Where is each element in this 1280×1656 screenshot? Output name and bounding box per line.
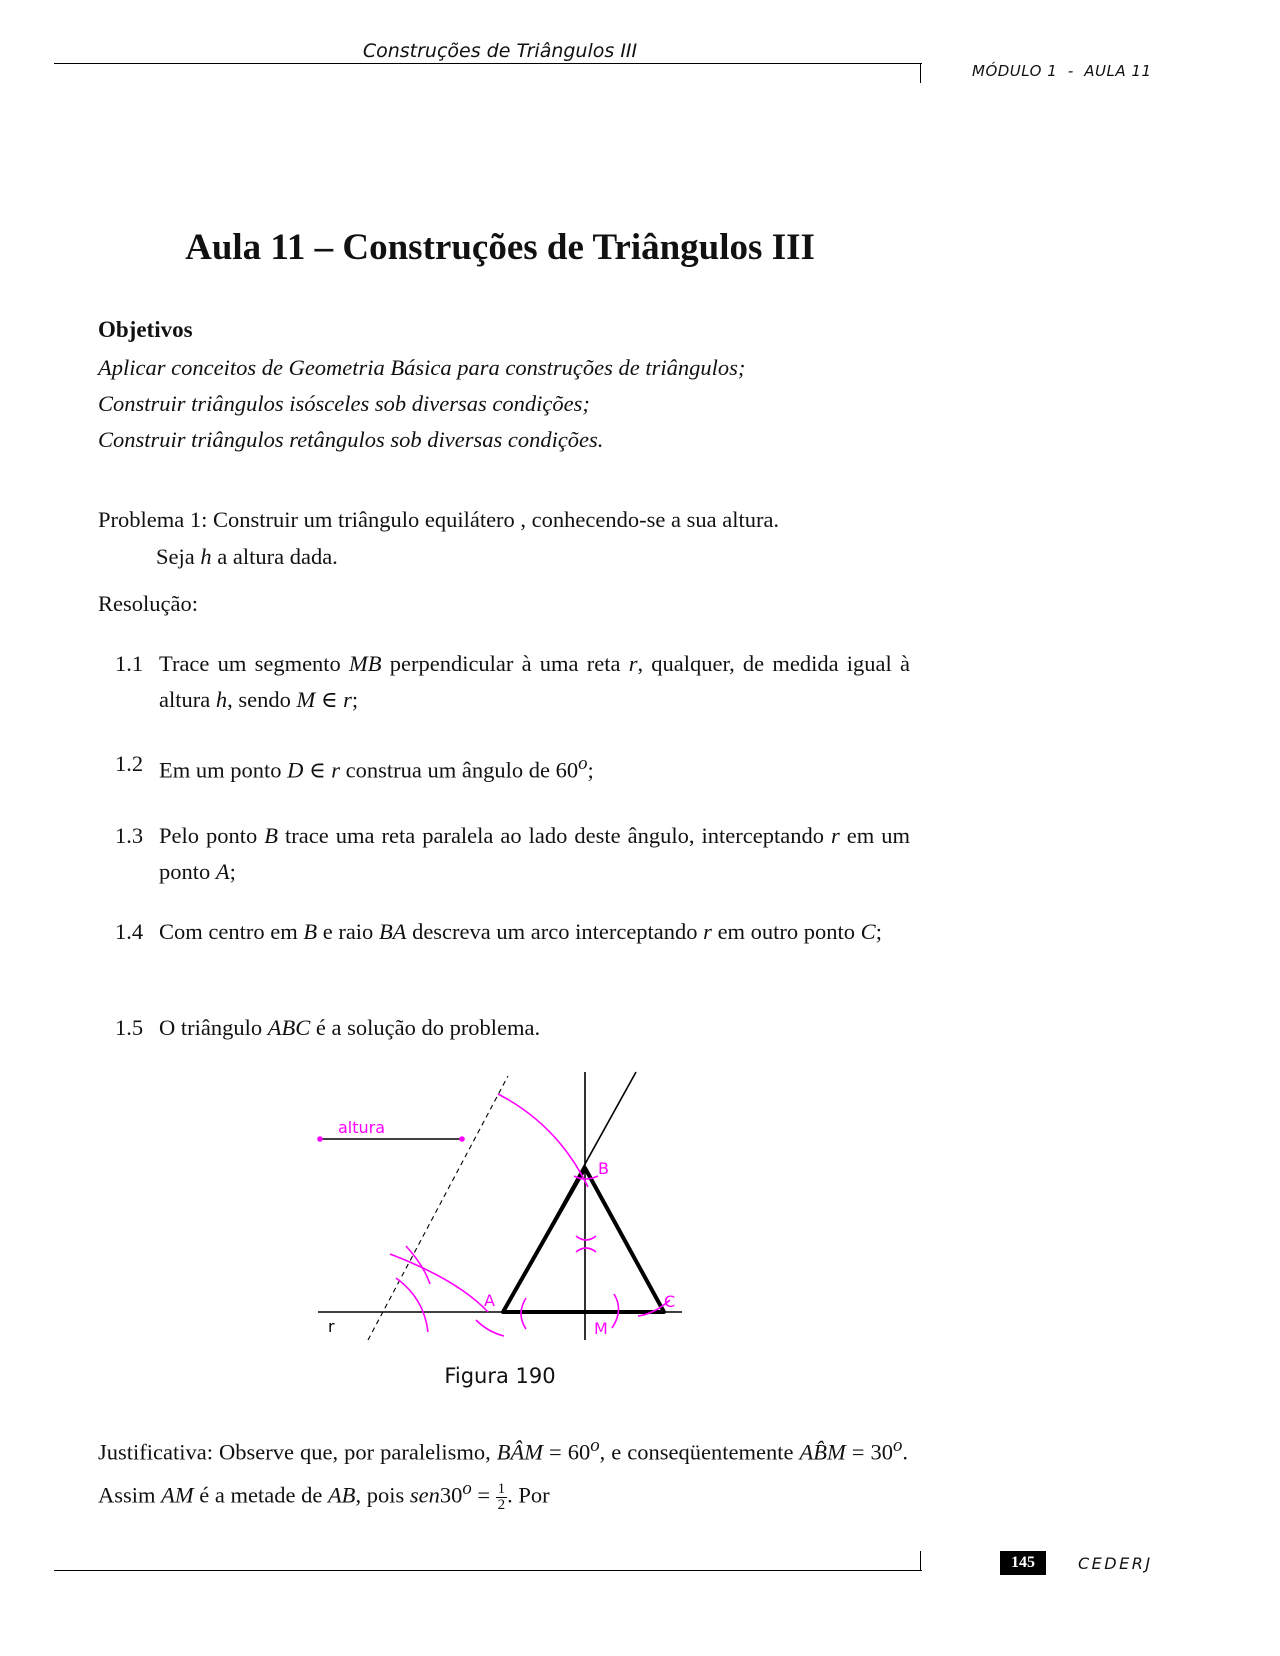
page-number-badge: 145	[1000, 1551, 1046, 1575]
arc-b	[390, 1254, 488, 1312]
objective-item: Construir triângulos retângulos sob diversas condições.	[98, 427, 604, 452]
step-number: 1.2	[115, 751, 144, 776]
step-number: 1.3	[115, 823, 144, 848]
step-number: 1.1	[115, 651, 144, 676]
label-altura: altura	[338, 1118, 386, 1137]
step-1-5: 1.5 O triângulo ABC é a solução do problema.	[115, 1010, 910, 1046]
arc-k	[576, 1248, 596, 1252]
objective-item: Aplicar conceitos de Geometria Básica para construções de triângulos;	[98, 355, 746, 380]
step-1-4: 1.4 Com centro em B e raio BA descreva um arco interceptando r em outro ponto C;	[115, 914, 910, 950]
problem-statement: Problema 1: Construir um triângulo equilátero , conhecendo-se a sua altura.	[98, 507, 780, 532]
label-a: A	[484, 1291, 495, 1310]
arc-g	[476, 1320, 504, 1336]
objectives-list	[98, 350, 908, 458]
footer-rule	[54, 1570, 922, 1571]
objectives-heading: Objetivos	[98, 317, 193, 342]
footer-brand: CEDERJ	[1078, 1554, 1153, 1573]
arc-a	[498, 1094, 588, 1187]
resolution-label: Resolução:	[98, 591, 198, 616]
label-c: C	[664, 1292, 676, 1311]
justification-paragraph: Justificativa: Observe que, por paralelismo, BÂM = $60^o$, e conseqüentemente AB̂M = $30^o$. Assim AM é a metade de AB, pois $sen30^o$ = $\frac{1}{2}$ . Por	[98, 1435, 908, 1513]
construction-arcs	[390, 1094, 670, 1336]
step-1-3: 1.3 Pelo ponto B trace uma reta paralela ao lado deste ângulo, interceptando r em um ponto A;	[115, 818, 910, 890]
step-number: 1.5	[115, 1015, 144, 1040]
figure-caption: Figura 190	[444, 1364, 556, 1388]
step-number: 1.4	[115, 919, 144, 944]
altura-endpoint	[459, 1136, 465, 1142]
arc-c	[396, 1278, 428, 1332]
construction-figure	[300, 1070, 700, 1360]
step-1-2: 1.2 Em um ponto D ∈ r construa um ângulo de 60$^o$;	[115, 746, 910, 789]
header-rule-tick	[920, 63, 921, 83]
altura-endpoint	[317, 1136, 323, 1142]
label-r: r	[328, 1317, 335, 1336]
given-statement: Seja h a altura dada.	[156, 544, 338, 569]
header-rule	[54, 63, 922, 64]
label-b: B	[598, 1159, 609, 1178]
step-1-1: 1.1 Trace um segmento MB perpendicular à uma reta r, qualquer, de medida igual à altura h, sendo M ∈ r;	[115, 646, 910, 718]
objective-item: Construir triângulos isósceles sob diversas condições;	[98, 391, 590, 416]
footer-rule-tick	[920, 1551, 921, 1571]
page-title: Aula 11 – Construções de Triângulos III	[185, 227, 815, 268]
arc-j	[576, 1236, 596, 1240]
module-label: MÓDULO 1 - AULA 11	[972, 62, 1152, 80]
label-m: M	[594, 1319, 608, 1338]
running-header-title: Construções de Triângulos III	[362, 40, 638, 62]
